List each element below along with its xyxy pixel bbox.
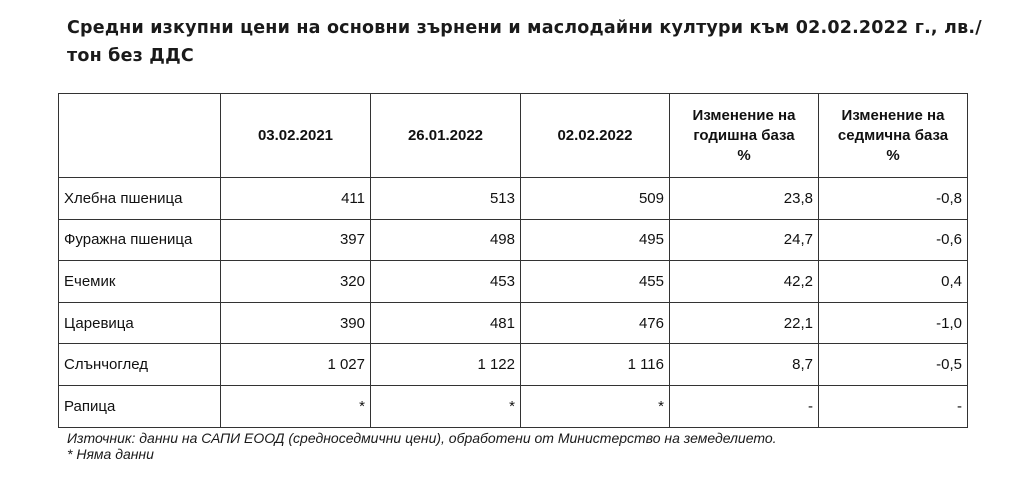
header-cell-2: [371, 94, 521, 178]
value-cell: 42,2: [670, 261, 819, 303]
price-table: [58, 93, 968, 428]
value-cell: *: [371, 385, 521, 427]
crop-name: Фуражна пшеница: [59, 219, 221, 261]
value-cell: 23,8: [670, 178, 819, 220]
value-cell: 390: [221, 302, 371, 344]
value-cell: 1 122: [371, 344, 521, 386]
header-cell-1: [221, 94, 371, 178]
header-row: [59, 94, 968, 178]
header-text: 02.02.2022: [557, 126, 633, 144]
table-header: [59, 94, 968, 178]
table-body: [59, 178, 968, 428]
crop-name: Царевица: [59, 302, 221, 344]
value-cell: 453: [371, 261, 521, 303]
crop-name: Слънчоглед: [59, 344, 221, 386]
value-cell: 411: [221, 178, 371, 220]
header-text: 26.01.2022: [407, 126, 484, 144]
value-cell: *: [221, 385, 371, 427]
value-cell: 498: [371, 219, 521, 261]
value-cell: 495: [521, 219, 670, 261]
value-cell: 1 116: [521, 344, 670, 386]
header-text: 03.02.2021: [257, 126, 334, 144]
value-cell: 0,4: [819, 261, 968, 303]
value-cell: -0,8: [819, 178, 968, 220]
header-cell-5: [819, 94, 968, 178]
no-data-note: * Няма данни: [67, 446, 154, 462]
value-cell: -: [670, 385, 819, 427]
value-cell: -1,0: [819, 302, 968, 344]
header-text: седмична база: [837, 126, 949, 144]
value-cell: 397: [221, 219, 371, 261]
header-text: Изменение на: [692, 106, 796, 124]
header-text: годишна база: [693, 126, 795, 144]
header-cell-3: [521, 94, 670, 178]
value-cell: 1 027: [221, 344, 371, 386]
table-row: [59, 261, 968, 303]
header-text: Изменение на: [841, 106, 945, 124]
table-row: [59, 178, 968, 220]
crop-name: Хлебна пшеница: [59, 178, 221, 220]
value-cell: 24,7: [670, 219, 819, 261]
table-row: [59, 302, 968, 344]
value-cell: 476: [521, 302, 670, 344]
value-cell: 8,7: [670, 344, 819, 386]
value-cell: 513: [371, 178, 521, 220]
source-note: Източник: данни на САПИ ЕООД (средноседмични цени), обработени от Министерство на земеделието.: [67, 430, 777, 446]
crop-name: Ечемик: [59, 261, 221, 303]
header-text: %: [737, 146, 751, 164]
value-cell: *: [521, 385, 670, 427]
header-cell-4: [670, 94, 819, 178]
document-title: Средни изкупни цени на основни зърнени и маслодайни култури към 02.02.2022 г., лв./тон без ДДС: [67, 18, 982, 66]
value-cell: -0,5: [819, 344, 968, 386]
value-cell: 320: [221, 261, 371, 303]
header-text: %: [886, 146, 900, 164]
value-cell: 481: [371, 302, 521, 344]
header-cell-crop: [59, 94, 221, 178]
value-cell: 455: [521, 261, 670, 303]
crop-name: Рапица: [59, 385, 221, 427]
value-cell: -0,6: [819, 219, 968, 261]
table-row: [59, 219, 968, 261]
value-cell: 509: [521, 178, 670, 220]
value-cell: 22,1: [670, 302, 819, 344]
table-row: [59, 385, 968, 427]
value-cell: -: [819, 385, 968, 427]
table-row: [59, 344, 968, 386]
